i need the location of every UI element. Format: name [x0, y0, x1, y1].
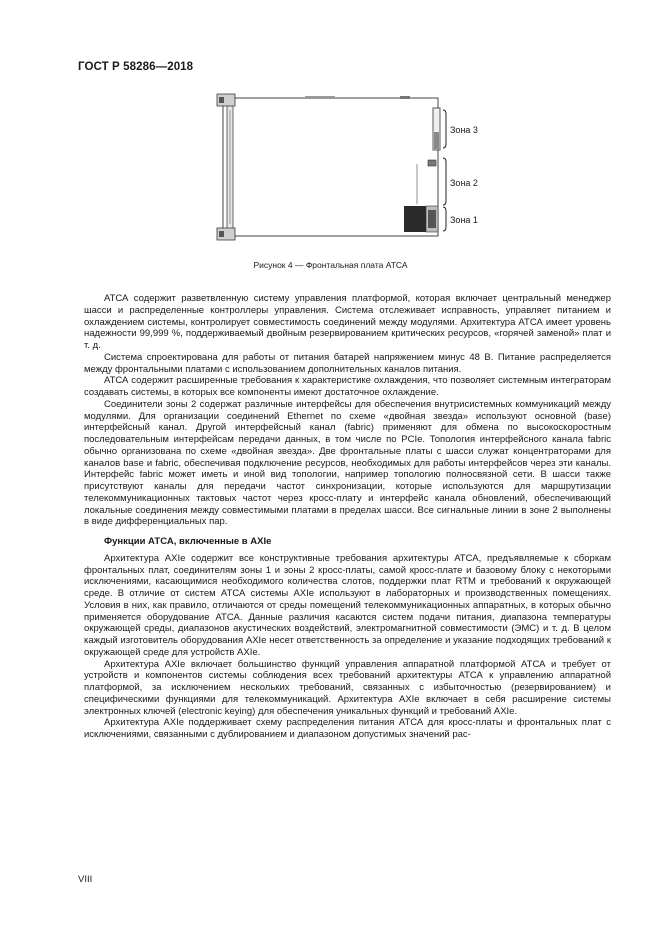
zone1-label: Зона 1 — [450, 215, 478, 225]
zone3-label: Зона 3 — [450, 125, 478, 135]
paragraph: Система спроектирована для работы от питания батарей напряжением минус 48 В. Питание распределяется между фронтальными платами с использованием дополнительных каналов питания. — [84, 351, 611, 375]
zone2-label: Зона 2 — [450, 178, 478, 188]
figure-caption: Рисунок 4 — Фронтальная плата АТСА — [253, 260, 408, 270]
zone2-connector — [428, 160, 436, 166]
paragraph: Архитектура AXIe поддерживает схему распределения питания АТСА для кросс-платы и фронтальных плат с исключениями, связанными с дублированием и диапазоном допустимых значений рас- — [84, 717, 611, 740]
zone1-power-connector — [404, 206, 426, 232]
paragraph: АТСА содержит разветвленную систему управления платформой, которая включает центральный менеджер шасси и распределенные контроллеры управления. Система отслеживает исправность, управляет питанием и охлаждением системы, контролирует совместимость соединений между модулями. Архитектура АТСА имеет уровень надежности 99,999 %, поддерживаемый двойным резервированием критических ресурсов, «горячей заменой» плат и т. д. — [84, 293, 611, 351]
document-header: ГОСТ Р 58286—2018 — [78, 61, 194, 73]
paragraph: Соединители зоны 2 содержат различные интерфейсы для обеспечения внутрисистемных коммуникаций между модулями. Для организации соединений Ethernet по схеме «двойная звезда» используют основной (base) интерфейсный канал. Другой интерфейсный канал (fabric) применяют для обмена по высокоскоростным последовательным интерфейсам передачи данных, в том числе по PCIe. Топология интерфейсного канала fabric обычно организована по схеме «двойная звезда». Две фронтальные платы с шасси служат концентраторами для каналов base и fabric, обеспечивая подключение ресурсов, необходимых для работы интерфейсов через эти каналы. Интерфейс fabric может иметь и иной вид топологии, например топологию полносвязной сети. В шасси также присутствуют каналы для передачи частот синхронизации, которые используются для маршрутизации телекоммуникационных тактовых частот через кросс-плату и интерфейс канала обновлений, обеспечивающий локальные соединения между совместимыми платами в пределах шасси. Все сигнальные линии в зоне 2 выполнены в виде дифференциальных пар. — [84, 398, 611, 528]
section-heading: Функции АТСА, включенные в AXIe — [104, 536, 272, 547]
zone1-bracket — [443, 207, 446, 231]
body-text — [84, 293, 611, 741]
zone2-bracket — [443, 158, 446, 205]
zone3-bracket — [443, 110, 446, 148]
paragraph: Архитектура AXIe содержит все конструктивные требования архитектуры АТСА, предъявляемые к сборкам фронтальных плат, соединителям зоны 1 и зоны 2 кросс-платы, самой кросс-плате и базовому блоку с некоторыми исключениями, касающимися необходимого количества слотов, поддержки плат RTM и требований к окружающей среде. В отличие от систем АТСА системы AXIe используют в лабораторных и производственных помещениях. Условия в них, как правило, отличаются от среды помещений телекоммуникационных аппаратных, в которых обычно применяется оборудование АТСА. Данные различия касаются систем подачи питания, диапазона температуры окружающей среды, диапазонов акустических воздействий, электромагнитной совместимости (ЭМС) и т. д. В целом каждый изготовитель оборудования AXIe несет ответственность за определение и указание подходящих требований к окружающей среде для устройств AXIe. — [84, 552, 611, 658]
paragraph: Архитектура AXIe включает большинство функций управления аппаратной платформой АТСА и требует от устройств и компонентов системы соблюдения всех требований архитектуры АТСА к управлению аппаратной платформой, за исключением нескольких требований, связанных с избыточностью (резервированием) и специфическими функциями для телекоммуникаций. Архитектура AXIe включает в себя расширение системы электронных ключей (electronic keying) для обеспечения уникальных функций и требований AXIe. — [84, 658, 611, 717]
front-board-figure — [205, 88, 495, 248]
paragraph: АТСА содержит расширенные требования к характеристике охлаждения, что позволяет системным интеграторам создавать системы, в которых все компоненты имеют достаточное охлаждение. — [84, 375, 611, 398]
front-board-diagram — [205, 88, 495, 248]
page-number: VIII — [78, 874, 93, 885]
